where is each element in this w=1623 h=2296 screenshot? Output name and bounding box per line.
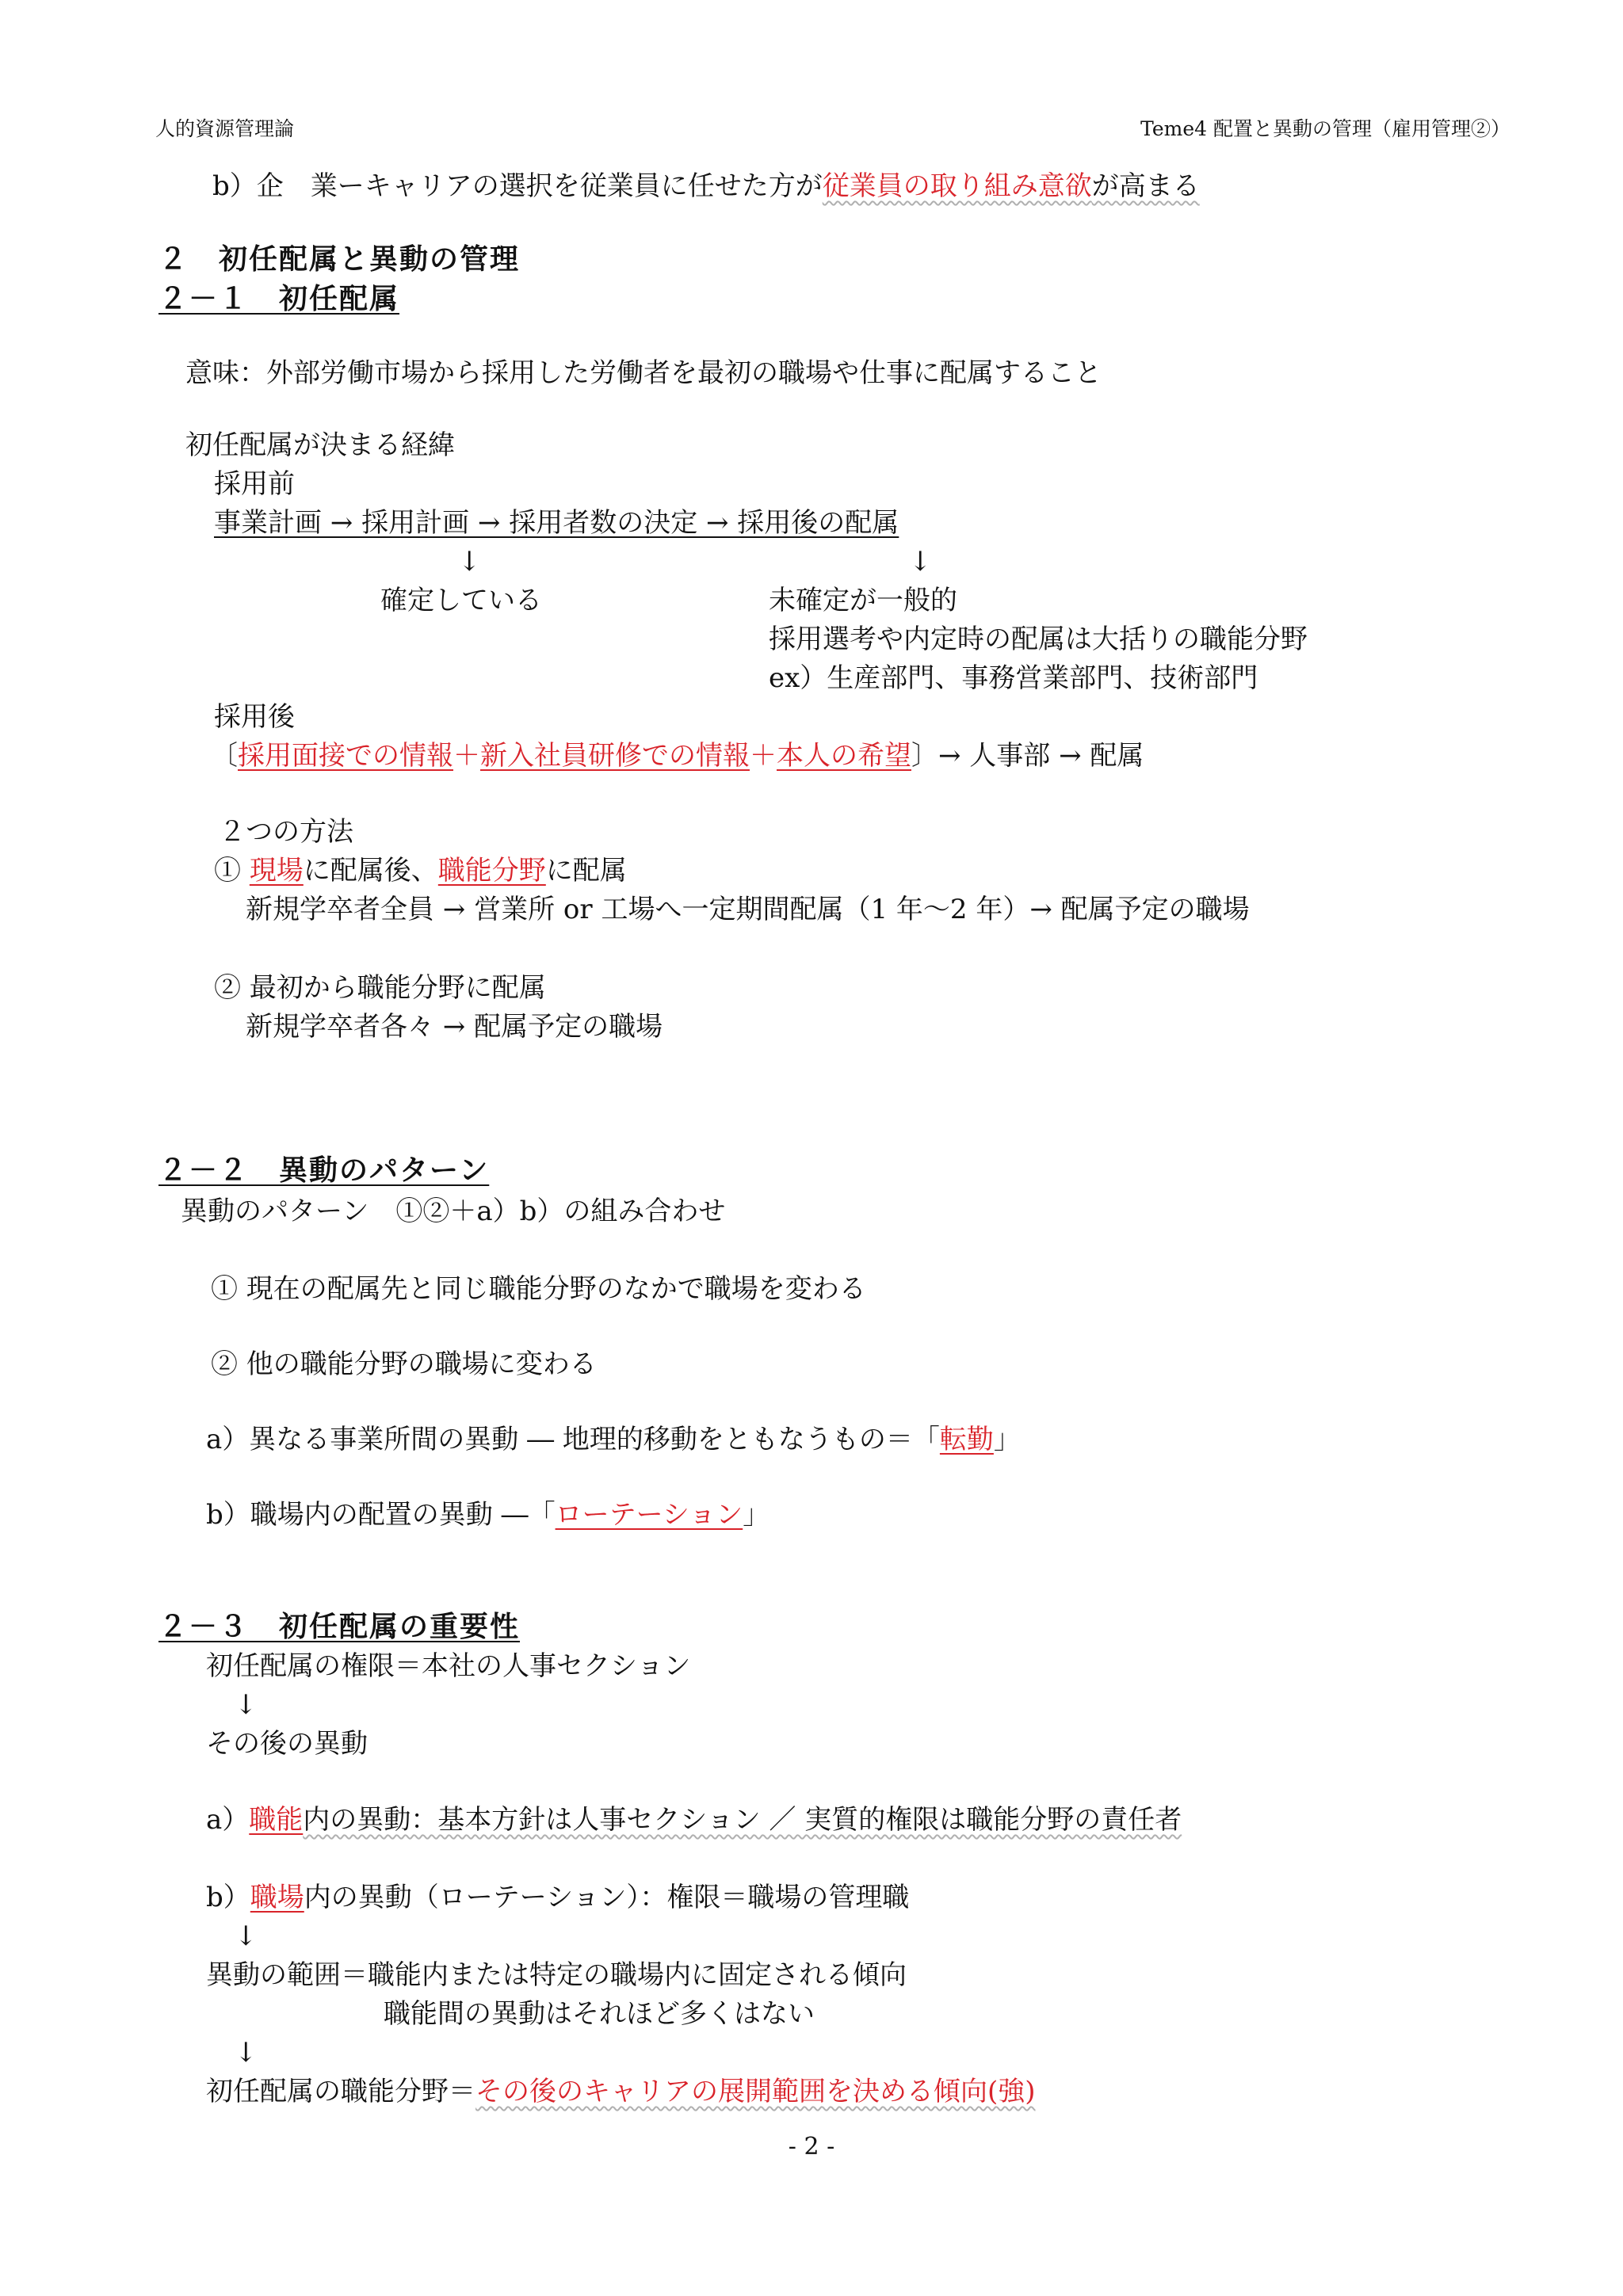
method-2: ② 最初から職能分野に配属 — [214, 972, 546, 1004]
undecided-text: 未確定が一般的 — [769, 585, 957, 616]
personal-wish: 本人の希望 — [777, 740, 911, 772]
final-line — [206, 2078, 1036, 2105]
method-1-detail: 新規学卒者全員 → 営業所 or 工場へ一定期間配属（1 年〜2 年）→ 配属予定の職場 — [246, 894, 1250, 925]
plus-2: ＋ — [750, 740, 777, 772]
method-1 — [214, 855, 627, 887]
point-a — [206, 1804, 1182, 1836]
point-b — [206, 1884, 909, 1911]
two-methods-title: ２つの方法 — [219, 816, 353, 848]
point-b-text: 内の異動（ローテーション）：権限＝職場の管理職 — [304, 1882, 910, 1913]
meaning-text: 意味：外部労働市場から採用した労働者を最初の職場や仕事に配属すること — [185, 357, 1102, 389]
point-b-workplace: 職場 — [250, 1882, 304, 1913]
intro-line — [212, 170, 1200, 202]
pattern-b-text: b）職場内の配置の異動 ―「 — [206, 1499, 556, 1531]
intro-highlight: 従業員の取り組み意欲 — [822, 170, 1092, 202]
method-1-field: 職能分野 — [437, 855, 546, 887]
after-transfer: その後の異動 — [206, 1728, 368, 1760]
point-a-function: 職能 — [249, 1804, 304, 1836]
decided-text: 確定している — [380, 585, 542, 616]
method-1-site: 現場 — [249, 855, 304, 887]
final-highlight: その後のキャリアの展開範囲を決める傾向(強) — [475, 2076, 1036, 2107]
undecided-detail: 採用選考や内定時の配属は大括りの職能分野 — [769, 624, 1308, 655]
point-b-prefix: b） — [206, 1882, 250, 1913]
down-arrow-3: ↓ — [235, 1689, 258, 1721]
pattern-b-end: 」 — [743, 1499, 770, 1531]
pattern-a-transfer: 転勤 — [939, 1424, 994, 1455]
down-arrow-5: ↓ — [235, 2037, 258, 2069]
header-right: Teme4 配置と異動の管理（雇用管理②） — [1140, 117, 1510, 140]
down-arrow-2: ↓ — [909, 546, 932, 578]
hiring-flow: 事業計画 → 採用計画 → 採用者数の決定 → 採用後の配属 — [214, 507, 899, 539]
point-a-prefix: a） — [206, 1804, 250, 1836]
undecided-example: ex）生産部門、事務営業部門、技術部門 — [769, 662, 1258, 694]
method-1-mid: に配属後、 — [303, 855, 438, 887]
down-arrow-4: ↓ — [235, 1920, 258, 1952]
after-label: 採用後 — [214, 701, 295, 733]
method-1-num: ① — [214, 855, 241, 887]
pattern-1: ① 現在の配属先と同じ職能分野のなかで職場を変わる — [211, 1273, 866, 1305]
scope-text: 異動の範囲＝職能内または特定の職場内に固定される傾向 — [206, 1959, 907, 1991]
authority-text: 初任配属の権限＝本社の人事セクション — [206, 1650, 691, 1682]
point-a-text: 内の異動：基本方針は人事セクション ／ 実質的権限は職能分野の責任者 — [303, 1804, 1182, 1836]
down-arrow-1: ↓ — [458, 546, 481, 578]
method-1-end: に配属 — [545, 855, 627, 887]
bracket-open: 〔 — [211, 740, 238, 772]
after-line — [211, 740, 1144, 772]
pattern-a — [206, 1426, 1021, 1453]
pattern-b-rotation: ローテーション — [555, 1499, 743, 1531]
pattern-a-end: 」 — [993, 1424, 1021, 1455]
process-title: 初任配属が決まる経緯 — [185, 429, 455, 461]
section-2-2-heading: ２－２ 異動のパターン — [158, 1154, 490, 1187]
pattern-a-text: a）異なる事業所間の異動 ― 地理的移動をともなうもの＝「 — [206, 1424, 940, 1455]
final-text: 初任配属の職能分野＝ — [206, 2076, 475, 2107]
method-2-detail: 新規学卒者各々 → 配属予定の職場 — [246, 1011, 663, 1043]
page-number: - 2 - — [788, 2133, 835, 2161]
plus-1: ＋ — [453, 740, 480, 772]
intro-text-3: が高まる — [1091, 170, 1200, 202]
training-info: 新入社員研修での情報 — [480, 740, 750, 772]
section-2-1-heading: ２－１ 初任配属 — [158, 283, 400, 315]
pattern-b — [206, 1499, 770, 1531]
scope-text-2: 職能間の異動はそれほど多くはない — [384, 1998, 815, 2030]
intro-text-1: b）企 業ーキャリアの選択を従業員に任せた方が — [212, 170, 823, 202]
interview-info: 採用面接での情報 — [238, 740, 453, 772]
after-line-rest: 〕→ 人事部 → 配属 — [911, 740, 1144, 772]
pattern-2: ② 他の職能分野の職場に変わる — [211, 1348, 597, 1380]
before-label: 採用前 — [214, 468, 295, 500]
section-2-heading: ２ 初任配属と異動の管理 — [158, 243, 521, 276]
pattern-intro: 異動のパターン ①②＋a）b）の組み合わせ — [181, 1196, 726, 1227]
header-left: 人的資源管理論 — [155, 117, 295, 140]
section-2-3-heading: ２－３ 初任配属の重要性 — [158, 1611, 521, 1643]
